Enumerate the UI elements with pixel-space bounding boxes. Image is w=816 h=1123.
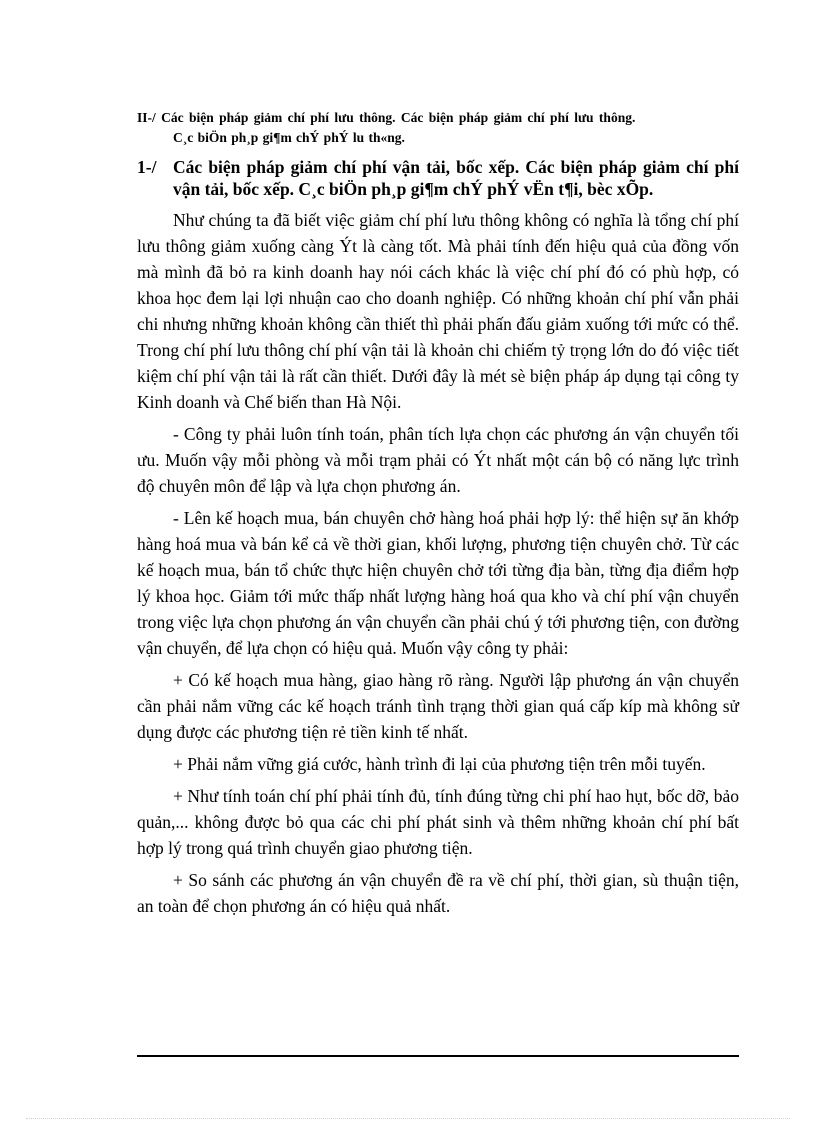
section-heading (137, 108, 739, 148)
subsection-heading (137, 156, 739, 200)
page-edge-divider (26, 1118, 790, 1119)
section-heading-main: II-/ Các biện pháp giảm chí phí lưu thông. Các biện pháp giảm chí phí lưu thông. (137, 110, 636, 125)
body-paragraph: + Như tính toán chí phí phải tính đủ, tính đúng từng chi phí hao hụt, bốc dỡ, bảo quản,... không được bỏ qua các chi phí phát sinh và thêm những khoản chí phí bất hợp lý trong quá trình chuyển giao phương tiện. (137, 786, 739, 858)
section-heading-continuation: C¸c biÖn ph¸p gi¶m chÝ phÝ lu th«ng. (173, 130, 405, 145)
body-paragraph: - Công ty phải luôn tính toán, phân tích lựa chọn các phương án vận chuyển tối ưu. Muốn vậy mỗi phòng và mỗi trạm phải có Ýt nhất một cán bộ có năng lực trình độ chuyên môn để lập và lựa chọn phương án. (137, 424, 739, 496)
body-paragraph: + So sánh các phương án vận chuyển đề ra về chí phí, thời gian, sù thuận tiện, an toàn để chọn phương án có hiệu quả nhất. (137, 870, 739, 916)
subsection-number: 1-/ (137, 157, 157, 177)
document-page (137, 108, 739, 925)
body-paragraph: - Lên kế hoạch mua, bán chuyên chở hàng hoá phải hợp lý: thể hiện sự ăn khớp hàng hoá mua và bán kể cả về thời gian, khối lượng, phương tiện chuyên chở. Từ các kế hoạch mua, bán tổ chức thực hiện chuyên chở tới từng địa bàn, từng địa điểm hợp lý khoa học. Giảm tới mức thấp nhất lượng hàng hoá qua kho và chí phí vận chuyển trong việc lựa chọn phương án vận chuyển cần phải chú ý tới phương tiện, con đường vận chuyển, để lựa chọn có hiệu quả. Muốn vậy công ty phải: (137, 508, 739, 658)
footer-rule (137, 1055, 739, 1057)
subsection-title: Các biện pháp giảm chí phí vận tải, bốc xếp. Các biện pháp giảm chí phí vận tải, bốc xếp. C¸c biÖn ph¸p gi¶m chÝ phÝ vËn t¶i, bèc xÕp. (173, 157, 739, 199)
body-paragraph: + Phải nắm vững giá cước, hành trình đi lại của phương tiện trên mỗi tuyến. (173, 754, 706, 774)
body-paragraph: Như chúng ta đã biết việc giảm chí phí lưu thông không có nghĩa là tổng chí phí lưu thông giảm xuống càng Ýt là càng tốt. Mà phải tính đến hiệu quả của đồng vốn mà mình đã bỏ ra kinh doanh hay nói cách khác là việc chí phí đó có phù hợp, có khoa học đem lại lợi nhuận cao cho doanh nghiệp. Có những khoản chí phí vẫn phải chi nhưng những khoản không cần thiết thì phải phấn đấu giảm xuống tới mức có thể. Trong chí phí lưu thông chí phí vận tải là khoản chi chiếm tỷ trọng lớn do đó việc tiết kiệm chí phí vận tải là rất cần thiết. Dưới đây là mét sè biện pháp áp dụng tại công ty Kinh doanh và Chế biến than Hà Nội. (137, 210, 739, 412)
body-paragraph: + Có kế hoạch mua hàng, giao hàng rõ ràng. Người lập phương án vận chuyển cần phải nắm vững các kế hoạch tránh tình trạng thời gian quá cấp kíp mà không sử dụng được các phương tiện rẻ tiền kinh tế nhất. (137, 670, 739, 742)
